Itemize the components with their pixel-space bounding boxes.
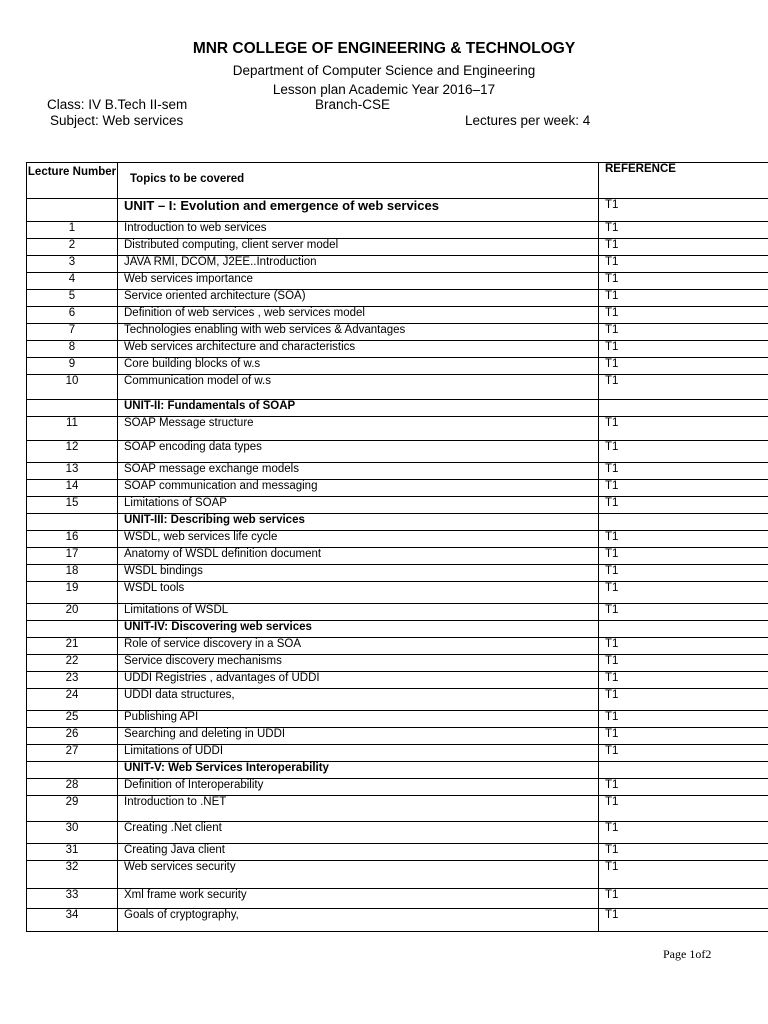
lecture-number: 2 bbox=[27, 239, 118, 256]
topic-cell: Creating .Net client bbox=[118, 822, 599, 844]
table-row bbox=[27, 480, 768, 497]
lecture-number: 6 bbox=[27, 307, 118, 324]
table-row bbox=[27, 604, 768, 621]
table-row bbox=[27, 341, 768, 358]
table-row bbox=[27, 779, 768, 796]
topic-cell: UNIT-III: Describing web services bbox=[118, 514, 599, 531]
unit-row bbox=[27, 762, 768, 779]
table-row bbox=[27, 375, 768, 400]
lecture-number: 13 bbox=[27, 463, 118, 480]
topic-cell: UNIT-IV: Discovering web services bbox=[118, 621, 599, 638]
lecture-number: 32 bbox=[27, 861, 118, 889]
lecture-number: 16 bbox=[27, 531, 118, 548]
reference-cell: T1 bbox=[599, 324, 768, 341]
table-row bbox=[27, 672, 768, 689]
reference-cell: T1 bbox=[599, 531, 768, 548]
lecture-number: 23 bbox=[27, 672, 118, 689]
table-row bbox=[27, 745, 768, 762]
lecture-number: 14 bbox=[27, 480, 118, 497]
table-row bbox=[27, 307, 768, 324]
reference-cell: T1 bbox=[599, 844, 768, 861]
col-header-topics: Topics to be covered bbox=[118, 163, 599, 199]
reference-cell: T1 bbox=[599, 358, 768, 375]
reference-cell: T1 bbox=[599, 889, 768, 909]
reference-cell: T1 bbox=[599, 604, 768, 621]
col-header-reference: REFERENCE bbox=[599, 163, 768, 199]
lecture-number bbox=[27, 199, 118, 222]
table-header-row bbox=[27, 163, 768, 199]
lecture-number: 18 bbox=[27, 565, 118, 582]
reference-cell: T1 bbox=[599, 638, 768, 655]
lecture-number: 5 bbox=[27, 290, 118, 307]
reference-cell: T1 bbox=[599, 582, 768, 604]
reference-cell: T1 bbox=[599, 655, 768, 672]
reference-cell: T1 bbox=[599, 441, 768, 463]
reference-cell: T1 bbox=[599, 290, 768, 307]
table-row bbox=[27, 565, 768, 582]
table-row bbox=[27, 796, 768, 822]
lecture-number: 3 bbox=[27, 256, 118, 273]
topic-cell: WSDL tools bbox=[118, 582, 599, 604]
reference-cell: T1 bbox=[599, 273, 768, 290]
table-row bbox=[27, 889, 768, 909]
reference-cell: T1 bbox=[599, 256, 768, 273]
lesson-plan-table bbox=[26, 162, 768, 932]
reference-cell: T1 bbox=[599, 463, 768, 480]
unit-row bbox=[27, 621, 768, 638]
topic-cell: Web services architecture and characteristics bbox=[118, 341, 599, 358]
lecture-number: 30 bbox=[27, 822, 118, 844]
college-name: MNR COLLEGE OF ENGINEERING & TECHNOLOGY bbox=[192, 40, 576, 57]
topic-cell: Technologies enabling with web services & Advantages bbox=[118, 324, 599, 341]
reference-cell: T1 bbox=[599, 548, 768, 565]
lecture-number: 8 bbox=[27, 341, 118, 358]
table-row bbox=[27, 728, 768, 745]
topic-cell: Creating Java client bbox=[118, 844, 599, 861]
table-row bbox=[27, 844, 768, 861]
reference-cell bbox=[599, 762, 768, 779]
topic-cell: WSDL bindings bbox=[118, 565, 599, 582]
reference-cell: T1 bbox=[599, 307, 768, 324]
lectures-per-week: Lectures per week: 4 bbox=[465, 113, 591, 128]
lecture-number: 9 bbox=[27, 358, 118, 375]
table-row bbox=[27, 324, 768, 341]
topic-cell: UDDI data structures, bbox=[118, 689, 599, 711]
col-header-lecture-number: Lecture Number bbox=[27, 163, 118, 199]
topic-cell: SOAP communication and messaging bbox=[118, 480, 599, 497]
reference-cell: T1 bbox=[599, 779, 768, 796]
table-row bbox=[27, 638, 768, 655]
lecture-number: 11 bbox=[27, 417, 118, 441]
table-row bbox=[27, 417, 768, 441]
reference-cell: T1 bbox=[599, 672, 768, 689]
reference-cell: T1 bbox=[599, 222, 768, 239]
unit-row bbox=[27, 400, 768, 417]
lecture-number: 31 bbox=[27, 844, 118, 861]
lecture-number: 12 bbox=[27, 441, 118, 463]
topic-cell: SOAP message exchange models bbox=[118, 463, 599, 480]
lecture-number: 15 bbox=[27, 497, 118, 514]
table-row bbox=[27, 582, 768, 604]
topic-cell: Introduction to .NET bbox=[118, 796, 599, 822]
lesson-plan-year: Lesson plan Academic Year 2016–17 bbox=[272, 82, 496, 97]
reference-cell: T1 bbox=[599, 565, 768, 582]
lecture-number: 17 bbox=[27, 548, 118, 565]
reference-cell: T1 bbox=[599, 417, 768, 441]
reference-cell: T1 bbox=[599, 689, 768, 711]
reference-cell bbox=[599, 621, 768, 638]
table-row bbox=[27, 548, 768, 565]
reference-cell bbox=[599, 400, 768, 417]
lecture-number: 7 bbox=[27, 324, 118, 341]
lecture-number bbox=[27, 621, 118, 638]
table-row bbox=[27, 358, 768, 375]
topic-cell: UNIT-II: Fundamentals of SOAP bbox=[118, 400, 599, 417]
reference-cell: T1 bbox=[599, 861, 768, 889]
topic-cell: WSDL, web services life cycle bbox=[118, 531, 599, 548]
topic-cell: Xml frame work security bbox=[118, 889, 599, 909]
topic-cell: Distributed computing, client server model bbox=[118, 239, 599, 256]
table-row bbox=[27, 711, 768, 728]
subject-info: Subject: Web services bbox=[50, 113, 184, 128]
table-row bbox=[27, 497, 768, 514]
branch-info: Branch-CSE bbox=[315, 97, 391, 112]
lecture-number bbox=[27, 400, 118, 417]
lecture-number: 19 bbox=[27, 582, 118, 604]
topic-cell: SOAP encoding data types bbox=[118, 441, 599, 463]
topic-cell: Introduction to web services bbox=[118, 222, 599, 239]
topic-cell: Web services security bbox=[118, 861, 599, 889]
lecture-number bbox=[27, 514, 118, 531]
table-row bbox=[27, 290, 768, 307]
lecture-number: 21 bbox=[27, 638, 118, 655]
topic-cell: Web services importance bbox=[118, 273, 599, 290]
reference-cell: T1 bbox=[599, 480, 768, 497]
topic-cell: UNIT-V: Web Services Interoperability bbox=[118, 762, 599, 779]
unit-row bbox=[27, 514, 768, 531]
lecture-number: 24 bbox=[27, 689, 118, 711]
reference-cell: T1 bbox=[599, 909, 768, 932]
reference-cell: T1 bbox=[599, 711, 768, 728]
lecture-number: 4 bbox=[27, 273, 118, 290]
table-row bbox=[27, 655, 768, 672]
topic-cell: SOAP Message structure bbox=[118, 417, 599, 441]
reference-cell: T1 bbox=[599, 341, 768, 358]
lecture-number: 29 bbox=[27, 796, 118, 822]
reference-cell: T1 bbox=[599, 239, 768, 256]
topic-cell: Service discovery mechanisms bbox=[118, 655, 599, 672]
lecture-number: 26 bbox=[27, 728, 118, 745]
topic-cell: Limitations of WSDL bbox=[118, 604, 599, 621]
reference-cell: T1 bbox=[599, 375, 768, 400]
reference-cell: T1 bbox=[599, 728, 768, 745]
reference-cell: T1 bbox=[599, 497, 768, 514]
lecture-number: 10 bbox=[27, 375, 118, 400]
class-info: Class: IV B.Tech II-sem bbox=[47, 97, 188, 112]
page-number: Page 1of2 bbox=[663, 947, 712, 961]
lecture-number: 1 bbox=[27, 222, 118, 239]
topic-cell: Publishing API bbox=[118, 711, 599, 728]
topic-cell: Communication model of w.s bbox=[118, 375, 599, 400]
topic-cell: Limitations of UDDI bbox=[118, 745, 599, 762]
topic-cell: Core building blocks of w.s bbox=[118, 358, 599, 375]
reference-cell: T1 bbox=[599, 822, 768, 844]
lecture-number: 33 bbox=[27, 889, 118, 909]
reference-cell: T1 bbox=[599, 199, 768, 222]
lecture-number: 34 bbox=[27, 909, 118, 932]
lecture-number: 27 bbox=[27, 745, 118, 762]
table-body bbox=[27, 199, 768, 932]
topic-cell: UNIT – I: Evolution and emergence of web services bbox=[118, 199, 599, 222]
table-row bbox=[27, 273, 768, 290]
topic-cell: Limitations of SOAP bbox=[118, 497, 599, 514]
topic-cell: Role of service discovery in a SOA bbox=[118, 638, 599, 655]
unit-row bbox=[27, 199, 768, 222]
topic-cell: Service oriented architecture (SOA) bbox=[118, 290, 599, 307]
table-row bbox=[27, 256, 768, 273]
table-row bbox=[27, 822, 768, 844]
table-row bbox=[27, 861, 768, 889]
table-row bbox=[27, 222, 768, 239]
lecture-number: 22 bbox=[27, 655, 118, 672]
topic-cell: Searching and deleting in UDDI bbox=[118, 728, 599, 745]
table-row bbox=[27, 441, 768, 463]
table-row bbox=[27, 909, 768, 932]
lecture-number: 25 bbox=[27, 711, 118, 728]
topic-cell: UDDI Registries , advantages of UDDI bbox=[118, 672, 599, 689]
table-row bbox=[27, 463, 768, 480]
topic-cell: JAVA RMI, DCOM, J2EE..Introduction bbox=[118, 256, 599, 273]
lecture-number bbox=[27, 762, 118, 779]
lecture-number: 28 bbox=[27, 779, 118, 796]
reference-cell bbox=[599, 514, 768, 531]
topic-cell: Definition of Interoperability bbox=[118, 779, 599, 796]
topic-cell: Anatomy of WSDL definition document bbox=[118, 548, 599, 565]
table-row bbox=[27, 531, 768, 548]
table-row bbox=[27, 239, 768, 256]
reference-cell: T1 bbox=[599, 745, 768, 762]
department-name: Department of Computer Science and Engineering bbox=[232, 63, 536, 78]
lecture-number: 20 bbox=[27, 604, 118, 621]
reference-cell: T1 bbox=[599, 796, 768, 822]
topic-cell: Goals of cryptography, bbox=[118, 909, 599, 932]
topic-cell: Definition of web services , web services model bbox=[118, 307, 599, 324]
table-row bbox=[27, 689, 768, 711]
